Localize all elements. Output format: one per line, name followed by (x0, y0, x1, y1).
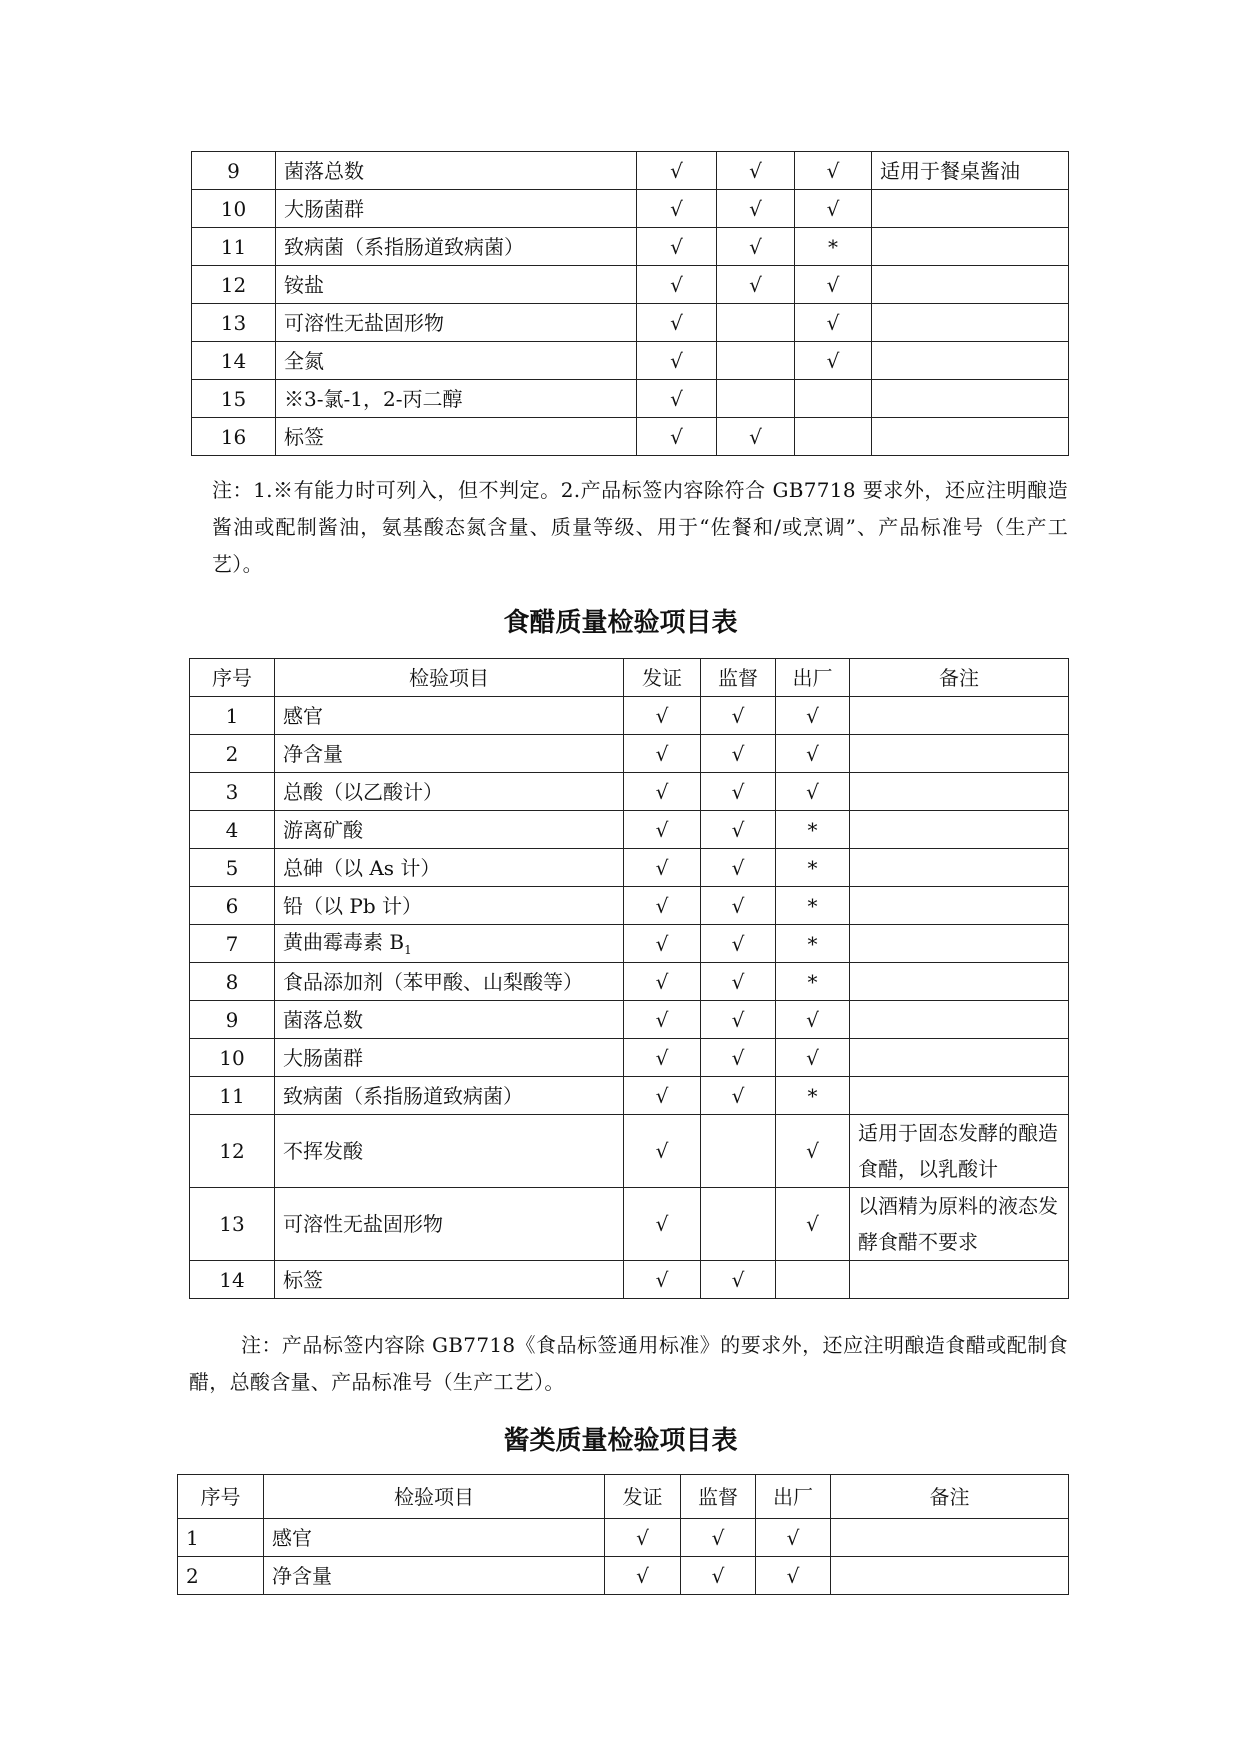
table-row (190, 1188, 1069, 1261)
col-header-item: 检验项目 (275, 659, 624, 697)
inspection-item: 标签 (275, 1261, 624, 1299)
remark: 以酒精为原料的液态发酵食醋不要求 (850, 1188, 1069, 1261)
remark (850, 1077, 1069, 1115)
inspection-item: 致病菌（系指肠道致病菌） (276, 228, 637, 266)
vinegar-footnote: 注：产品标签内容除 GB7718《食品标签通用标准》的要求外，还应注明酿造食醋或配制食醋，总酸含量、产品标准号（生产工艺）。 (189, 1333, 1068, 1394)
cert-mark: √ (624, 811, 701, 849)
cert-mark: √ (637, 304, 717, 342)
row-number: 2 (178, 1557, 264, 1595)
factory-mark: * (776, 811, 850, 849)
factory-mark: √ (795, 190, 872, 228)
supervision-mark: √ (701, 735, 776, 773)
inspection-item: 总砷（以 As 计） (275, 849, 624, 887)
factory-mark: √ (776, 1001, 850, 1039)
remark: 适用于固态发酵的酿造食醋，以乳酸计 (850, 1115, 1069, 1188)
inspection-item: 大肠菌群 (276, 190, 637, 228)
factory-mark: * (776, 1077, 850, 1115)
remark (850, 773, 1069, 811)
col-header-no: 序号 (190, 659, 275, 697)
supervision-mark: √ (701, 925, 776, 963)
sauce-header-row (178, 1475, 1069, 1519)
remark (850, 811, 1069, 849)
col-header-no: 序号 (178, 1475, 264, 1519)
supervision-mark: √ (701, 773, 776, 811)
inspection-item: 可溶性无盐固形物 (275, 1188, 624, 1261)
table-row (178, 1557, 1069, 1595)
inspection-item: 食品添加剂（苯甲酸、山梨酸等） (275, 963, 624, 1001)
cert-mark: √ (624, 887, 701, 925)
table-row (192, 418, 1069, 456)
row-number: 13 (192, 304, 276, 342)
cert-mark: √ (624, 1115, 701, 1188)
row-number: 3 (190, 773, 275, 811)
cert-mark: √ (624, 849, 701, 887)
table-row (190, 1039, 1069, 1077)
supervision-mark (701, 1115, 776, 1188)
supervision-mark: √ (717, 228, 795, 266)
row-number: 12 (190, 1115, 275, 1188)
row-number: 15 (192, 380, 276, 418)
col-header-sup: 监督 (681, 1475, 756, 1519)
inspection-item: 总酸（以乙酸计） (275, 773, 624, 811)
row-number: 10 (192, 190, 276, 228)
table-row (192, 228, 1069, 266)
supervision-mark: √ (701, 963, 776, 1001)
supervision-mark (717, 304, 795, 342)
supervision-mark: √ (701, 887, 776, 925)
table-row (190, 1001, 1069, 1039)
table-row (190, 925, 1069, 963)
factory-mark: * (795, 228, 872, 266)
soy-sauce-table (191, 151, 1069, 456)
inspection-item: 全氮 (276, 342, 637, 380)
row-number: 5 (190, 849, 275, 887)
sauce-table-body (178, 1519, 1069, 1595)
remark (872, 380, 1069, 418)
col-header-sup: 监督 (701, 659, 776, 697)
inspection-item: 菌落总数 (276, 152, 637, 190)
col-header-cert: 发证 (605, 1475, 681, 1519)
table-row (178, 1519, 1069, 1557)
soy-sauce-table-body (192, 152, 1069, 456)
supervision-mark: √ (701, 1039, 776, 1077)
row-number: 6 (190, 887, 275, 925)
factory-mark: √ (776, 1188, 850, 1261)
sauce-table-title: 酱类质量检验项目表 (503, 1426, 738, 1456)
factory-mark: √ (776, 1039, 850, 1077)
cert-mark: √ (624, 1188, 701, 1261)
table-row (190, 1261, 1069, 1299)
remark (850, 697, 1069, 735)
row-number: 16 (192, 418, 276, 456)
row-number: 1 (178, 1519, 264, 1557)
inspection-item: 菌落总数 (275, 1001, 624, 1039)
factory-mark: √ (776, 773, 850, 811)
cert-mark: √ (605, 1519, 681, 1557)
inspection-item: 致病菌（系指肠道致病菌） (275, 1077, 624, 1115)
factory-mark: √ (756, 1519, 831, 1557)
remark (872, 342, 1069, 380)
row-number: 11 (192, 228, 276, 266)
supervision-mark: √ (701, 697, 776, 735)
row-number: 1 (190, 697, 275, 735)
remark (872, 418, 1069, 456)
supervision-mark: √ (701, 1261, 776, 1299)
cert-mark: √ (624, 735, 701, 773)
inspection-item: 净含量 (275, 735, 624, 773)
table-row (192, 304, 1069, 342)
cert-mark: √ (605, 1557, 681, 1595)
inspection-item: 可溶性无盐固形物 (276, 304, 637, 342)
vinegar-table (189, 658, 1069, 1299)
inspection-item: 铅（以 Pb 计） (275, 887, 624, 925)
table-row (190, 811, 1069, 849)
row-number: 11 (190, 1077, 275, 1115)
soy-sauce-footnote: 注：1.※有能力时可列入，但不判定。2.产品标签内容除符合 GB7718 要求外，还应注明酿造酱油或配制酱油，氨基酸态氮含量、质量等级、用于“佐餐和/或烹调”、产品标准号（生产工艺）。 (212, 478, 1068, 576)
col-header-fac: 出厂 (756, 1475, 831, 1519)
cert-mark: √ (624, 1039, 701, 1077)
col-header-note: 备注 (831, 1475, 1069, 1519)
cert-mark: √ (637, 228, 717, 266)
supervision-mark (717, 380, 795, 418)
cert-mark: √ (624, 925, 701, 963)
cert-mark: √ (624, 963, 701, 1001)
vinegar-header-row (190, 659, 1069, 697)
factory-mark: √ (756, 1557, 831, 1595)
remark (872, 228, 1069, 266)
factory-mark: * (776, 887, 850, 925)
table-row (192, 152, 1069, 190)
factory-mark: √ (776, 735, 850, 773)
cert-mark: √ (637, 152, 717, 190)
row-number: 2 (190, 735, 275, 773)
table-row (190, 773, 1069, 811)
col-header-fac: 出厂 (776, 659, 850, 697)
sauce-table (177, 1474, 1069, 1595)
remark (831, 1519, 1069, 1557)
vinegar-table-title: 食醋质量检验项目表 (503, 608, 738, 638)
table-row (190, 1077, 1069, 1115)
inspection-item: 标签 (276, 418, 637, 456)
remark: 适用于餐桌酱油 (872, 152, 1069, 190)
factory-mark: * (776, 849, 850, 887)
table-row (190, 887, 1069, 925)
cert-mark: √ (624, 1261, 701, 1299)
supervision-mark: √ (701, 1077, 776, 1115)
supervision-mark (717, 342, 795, 380)
inspection-item: 黄曲霉毒素 $B_1$ (275, 925, 624, 963)
row-number: 9 (192, 152, 276, 190)
factory-mark: √ (776, 1115, 850, 1188)
factory-mark: * (776, 963, 850, 1001)
inspection-item: 大肠菌群 (275, 1039, 624, 1077)
cert-mark: √ (624, 773, 701, 811)
table-row (192, 266, 1069, 304)
inspection-item: 游离矿酸 (275, 811, 624, 849)
aflatoxin-subscript: 1 (404, 943, 412, 958)
cert-mark: √ (624, 1001, 701, 1039)
remark (850, 887, 1069, 925)
inspection-item: 不挥发酸 (275, 1115, 624, 1188)
table-row (190, 735, 1069, 773)
cert-mark: √ (637, 266, 717, 304)
remark (872, 190, 1069, 228)
table-row (190, 1115, 1069, 1188)
factory-mark (795, 380, 872, 418)
row-number: 9 (190, 1001, 275, 1039)
table-row (190, 697, 1069, 735)
col-header-item: 检验项目 (264, 1475, 605, 1519)
remark (850, 1261, 1069, 1299)
remark (831, 1557, 1069, 1595)
supervision-mark: √ (717, 190, 795, 228)
table-row (190, 963, 1069, 1001)
supervision-mark: √ (717, 418, 795, 456)
row-number: 14 (190, 1261, 275, 1299)
inspection-item: 铵盐 (276, 266, 637, 304)
row-number: 13 (190, 1188, 275, 1261)
remark (850, 963, 1069, 1001)
table-row (190, 849, 1069, 887)
supervision-mark: √ (681, 1557, 756, 1595)
table-row (192, 380, 1069, 418)
row-number: 12 (192, 266, 276, 304)
supervision-mark: √ (717, 152, 795, 190)
inspection-item: 净含量 (264, 1557, 605, 1595)
supervision-mark: √ (681, 1519, 756, 1557)
remark (872, 304, 1069, 342)
factory-mark (776, 1261, 850, 1299)
factory-mark: √ (795, 152, 872, 190)
remark (850, 1001, 1069, 1039)
factory-mark: √ (795, 266, 872, 304)
inspection-item: 感官 (264, 1519, 605, 1557)
remark (850, 735, 1069, 773)
factory-mark: √ (776, 697, 850, 735)
cert-mark: √ (637, 190, 717, 228)
cert-mark: √ (637, 342, 717, 380)
remark (872, 266, 1069, 304)
remark (850, 849, 1069, 887)
factory-mark: √ (795, 342, 872, 380)
row-number: 14 (192, 342, 276, 380)
row-number: 7 (190, 925, 275, 963)
supervision-mark: √ (717, 266, 795, 304)
cert-mark: √ (637, 418, 717, 456)
factory-mark: √ (795, 304, 872, 342)
factory-mark: * (776, 925, 850, 963)
supervision-mark (701, 1188, 776, 1261)
factory-mark (795, 418, 872, 456)
supervision-mark: √ (701, 849, 776, 887)
supervision-mark: √ (701, 811, 776, 849)
col-header-note: 备注 (850, 659, 1069, 697)
remark (850, 925, 1069, 963)
supervision-mark: √ (701, 1001, 776, 1039)
cert-mark: √ (637, 380, 717, 418)
vinegar-table-body (190, 697, 1069, 1299)
row-number: 4 (190, 811, 275, 849)
col-header-cert: 发证 (624, 659, 701, 697)
inspection-item: 感官 (275, 697, 624, 735)
table-row (192, 342, 1069, 380)
inspection-item: ※3-氯-1，2-丙二醇 (276, 380, 637, 418)
remark (850, 1039, 1069, 1077)
cert-mark: √ (624, 1077, 701, 1115)
row-number: 10 (190, 1039, 275, 1077)
table-row (192, 190, 1069, 228)
row-number: 8 (190, 963, 275, 1001)
cert-mark: √ (624, 697, 701, 735)
